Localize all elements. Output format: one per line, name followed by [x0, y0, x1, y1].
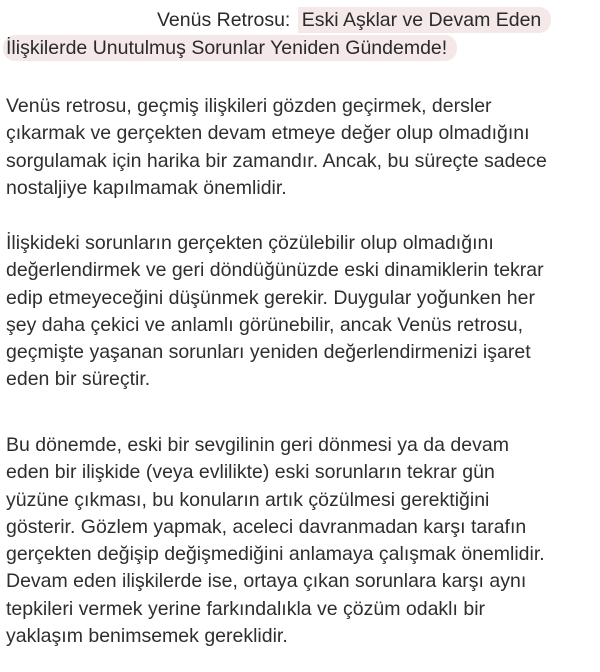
paragraph-1: [6, 93, 596, 202]
article-title: [6, 6, 594, 62]
paragraph-line: değerlendirmek ve geri döndüğünüzde eski dinamiklerin tekrar: [6, 259, 544, 282]
paragraph-line: çıkarmak ve gerçekten devam etmeye değer olup olmadığını: [6, 122, 530, 145]
paragraph-line: şey daha çekici ve anlamlı görünebilir, ancak Venüs retrosu,: [6, 313, 524, 336]
paragraph-line: yüzüne çıkması, bu konuların artık çözülmesi gerektiğini: [6, 488, 490, 511]
paragraph-line: Devam eden ilişkilerde ise, ortaya çıkan sorunlara karşı aynı: [6, 570, 527, 593]
paragraph-2: [6, 230, 596, 394]
title-highlight-2: İlişkilerde Unutulmuş Sorunlar Yeniden Gündemde!: [3, 35, 457, 61]
paragraph-line: nostaljiye kapılmamak önemlidir.: [6, 176, 287, 199]
paragraph-3: [6, 432, 596, 650]
title-highlight-1: Eski Aşklar ve Devam Eden: [298, 7, 552, 33]
paragraph-line: yaklaşım benimsemek gereklidir.: [6, 625, 288, 648]
title-prefix: Venüs Retrosu:: [157, 9, 291, 31]
paragraph-line: eden bir ilişkide (veya evlilikte) eski sorunların tekrar gün: [6, 461, 495, 484]
paragraph-line: edip etmeyeceğini düşünmek gerekir. Duygular yoğunken her: [6, 286, 535, 309]
paragraph-line: gösterir. Gözlem yapmak, aceleci davranmadan karşı tarafın: [6, 515, 527, 538]
paragraph-line: eden bir süreçtir.: [6, 368, 151, 391]
paragraph-line: tepkileri vermek yerine farkındalıkla ve çözüm odaklı bir: [6, 597, 486, 620]
paragraph-line: geçmişte yaşanan sorunları yeniden değerlendirmenizi işaret: [6, 341, 531, 364]
paragraph-line: İlişkideki sorunların gerçekten çözülebilir olup olmadığını: [6, 232, 494, 254]
paragraph-line: Bu dönemde, eski bir sevgilinin geri dönmesi ya da devam: [6, 434, 509, 456]
title-line-2: [6, 34, 594, 62]
paragraph-line: Venüs retrosu, geçmiş ilişkileri gözden geçirmek, dersler: [6, 95, 492, 117]
paragraph-line: gerçekten değişip değişmediğini anlamaya çalışmak önemlidir.: [6, 543, 545, 566]
title-line-1: [6, 6, 594, 34]
paragraph-line: sorgulamak için harika bir zamandır. Ancak, bu süreçte sadece: [6, 149, 547, 172]
